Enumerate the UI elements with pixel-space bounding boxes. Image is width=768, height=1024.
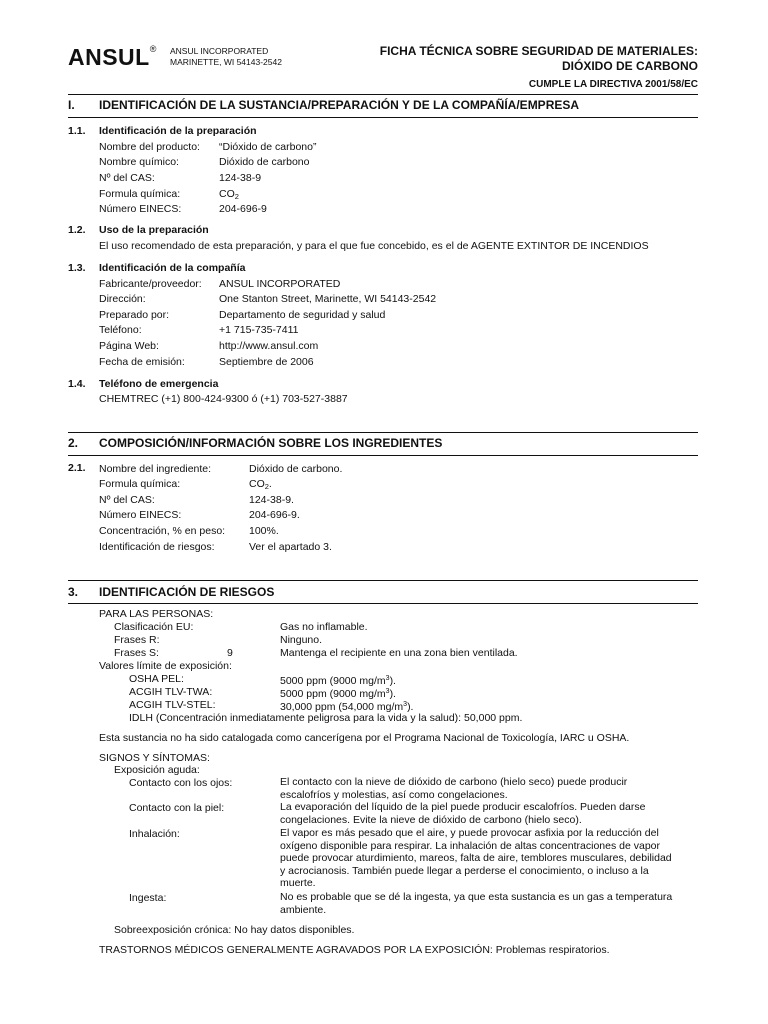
aggravated-conditions: TRASTORNOS MÉDICOS GENERALMENTE AGRAVADOS POR LA EXPOSICIÓN: Problemas respiratorios.: [99, 944, 610, 956]
s-phrases-label: Frases S:: [114, 647, 159, 659]
inhalation-label: Inhalación:: [129, 828, 180, 840]
idlh-line: IDLH (Concentración inmediatamente peligrosa para la vida y la salud): 50,000 ppm.: [129, 712, 523, 724]
section-title: IDENTIFICACIÓN DE RIESGOS: [99, 585, 275, 599]
carcinogen-statement: Esta sustancia no ha sido catalogada como cancerígena por el Programa Nacional de Toxicología, IARC u OSHA.: [99, 732, 630, 744]
formula-subscript: 2: [234, 192, 239, 201]
field-label: Fecha de emisión:: [99, 356, 185, 368]
website-link[interactable]: http://www.ansul.com: [219, 340, 319, 352]
s-phrases-value: Mantenga el recipiente en una zona bien ventilada.: [280, 647, 518, 659]
acgih-stel-label: ACGIH TLV-STEL:: [129, 699, 216, 711]
skin-contact-label: Contacto con la piel:: [129, 802, 225, 814]
inhalation-text: [280, 827, 672, 890]
osha-pel-label: OSHA PEL:: [129, 673, 184, 685]
subsection-1-3-heading: [68, 262, 245, 274]
chronic-overexposure: Sobreexposición crónica: No hay datos disponibles.: [114, 924, 355, 936]
acute-exposure-heading: Exposición aguda:: [114, 764, 200, 776]
subsection-number: 1.2.: [68, 224, 86, 236]
r-phrases-label: Frases R:: [114, 634, 160, 646]
divider: [68, 603, 698, 604]
field-label: Número EINECS:: [99, 509, 182, 521]
limit-text: 5000 ppm (9000 mg/m: [280, 688, 386, 700]
field-value: Dióxido de carbono.: [249, 463, 343, 475]
field-label: Número EINECS:: [99, 203, 182, 215]
section-3-heading: [68, 585, 274, 599]
subsection-number: 2.1.: [68, 462, 86, 474]
field-label: Nombre del ingrediente:: [99, 463, 212, 475]
field-value: Septiembre de 2006: [219, 356, 314, 368]
formula-text: CO: [219, 188, 235, 200]
field-label: Fabricante/proveedor:: [99, 278, 202, 290]
section-number: I.: [68, 98, 75, 112]
section-number: 2.: [68, 436, 79, 450]
text-line: El contacto con la nieve de dióxido de carbono (hielo seco) puede producir: [280, 776, 628, 788]
limit-text: 5000 ppm (9000 mg/m: [280, 675, 386, 687]
subsection-number: 1.1.: [68, 125, 86, 137]
exposure-limits-heading: Valores límite de exposición:: [99, 660, 232, 672]
eye-contact-label: Contacto con los ojos:: [129, 777, 233, 789]
s-phrases-number: 9: [227, 647, 233, 659]
field-value: Dióxido de carbono: [219, 156, 310, 168]
eu-classification-label: Clasificación EU:: [114, 621, 194, 633]
subsection-2-1-number: [68, 462, 99, 474]
subsection-1-4-heading: [68, 378, 218, 390]
unit-superscript: 3: [403, 701, 408, 708]
field-value: 124-38-9: [219, 172, 262, 184]
field-value: 204-696-9: [219, 203, 267, 215]
document-title: [380, 44, 698, 93]
logo-text: ANSUL: [68, 44, 150, 70]
company-address: [170, 46, 282, 68]
skin-contact-text: [280, 801, 645, 826]
section-number: 3.: [68, 585, 79, 599]
field-value: “Dióxido de carbono”: [219, 141, 317, 153]
formula-subscript: 2: [264, 482, 269, 491]
ingestion-label: Ingesta:: [129, 892, 167, 904]
unit-superscript: 3: [385, 688, 390, 695]
field-value: 204-696-9.: [249, 509, 300, 521]
divider: [68, 580, 698, 581]
field-value: 124-38-9.: [249, 494, 294, 506]
field-value: [249, 477, 272, 494]
subsection-title: Uso de la preparación: [99, 224, 209, 236]
company-logo: [68, 44, 157, 71]
field-value: One Stanton Street, Marinette, WI 54143-2542: [219, 293, 437, 305]
field-label: Concentración, % en peso:: [99, 525, 226, 537]
text-line: El vapor es más pesado que el aire, y puede provocar asfixia por la reducción del: [280, 827, 659, 839]
section-2-heading: [68, 436, 442, 450]
field-value: Departamento de seguridad y salud: [219, 309, 386, 321]
company-name: ANSUL INCORPORATED: [170, 46, 269, 56]
field-label: Nº del CAS:: [99, 172, 155, 184]
section-title: COMPOSICIÓN/INFORMACIÓN SOBRE LOS INGREDIENTES: [99, 436, 443, 450]
formula-suffix: .: [268, 478, 272, 490]
subsection-number: 1.3.: [68, 262, 86, 274]
field-label: Dirección:: [99, 293, 146, 305]
title-line-1: FICHA TÉCNICA SOBRE SEGURIDAD DE MATERIALES:: [379, 44, 698, 58]
r-phrases-value: Ninguno.: [280, 634, 323, 646]
people-heading: PARA LAS PERSONAS:: [99, 608, 214, 620]
field-label: Formula química:: [99, 188, 181, 200]
ingestion-text: [280, 891, 672, 916]
company-city: MARINETTE, WI 54143-2542: [170, 57, 282, 67]
divider: [68, 117, 698, 118]
section-title: IDENTIFICACIÓN DE LA SUSTANCIA/PREPARACIÓN Y DE LA COMPAÑÍA/EMPRESA: [99, 98, 580, 112]
text-line: y acrocianosis. También puede llegar a perderse el conocimiento, o incluso a la: [280, 864, 649, 877]
signs-symptoms-heading: SIGNOS Y SÍNTOMAS:: [99, 752, 210, 764]
unit-superscript: 3: [385, 675, 390, 682]
field-label: Nombre químico:: [99, 156, 179, 168]
acgih-twa-label: ACGIH TLV-TWA:: [129, 686, 213, 698]
subsection-title: Identificación de la preparación: [99, 125, 257, 137]
registered-mark: ®: [149, 44, 157, 55]
text-line: puede provocar aturdimiento, mareos, falta de aire, temblores musculares, debilidad: [280, 852, 672, 864]
text-line: escalofríos y molestias, así como congelaciones.: [280, 788, 508, 801]
divider: [68, 432, 698, 433]
text-line: congelaciones. Evite la nieve de dióxido de carbono (hielo seco).: [280, 813, 582, 826]
formula-text: CO: [249, 478, 265, 490]
subsection-1-2-heading: [68, 224, 209, 236]
field-value: Ver el apartado 3.: [249, 541, 332, 553]
text-line: oxígeno disponible para respirar. La inhalación de altas concentraciones de vapor: [280, 839, 660, 852]
divider: [68, 94, 698, 95]
subsection-title: Identificación de la compañía: [99, 262, 246, 274]
section-1-heading: [68, 98, 579, 112]
title-line-2: DIÓXIDO DE CARBONO: [561, 59, 698, 73]
eu-classification-value: Gas no inflamable.: [280, 621, 368, 633]
emergency-phone: CHEMTREC (+1) 800-424-9300 ó (+1) 703-527-3887: [99, 393, 348, 405]
field-label: Formula química:: [99, 478, 181, 490]
limit-text: 30,000 ppm (54,000 mg/m: [280, 701, 404, 713]
text-line: muerte.: [280, 877, 316, 889]
field-value: ANSUL INCORPORATED: [219, 278, 341, 290]
field-value: +1 715-735-7411: [219, 324, 299, 336]
limit-suffix: ).: [407, 701, 414, 713]
field-label: Página Web:: [99, 340, 159, 352]
field-label: Teléfono:: [99, 324, 142, 336]
divider: [68, 455, 698, 456]
field-label: Nº del CAS:: [99, 494, 155, 506]
field-label: Preparado por:: [99, 309, 170, 321]
text-line: ambiente.: [280, 903, 327, 916]
subsection-1-1-heading: [68, 125, 257, 137]
text-line: La evaporación del líquido de la piel puede producir escalofríos. Pueden darse: [280, 801, 646, 813]
limit-suffix: ).: [389, 675, 396, 687]
text-line: No es probable que se dé la ingesta, ya que esta sustancia es un gas a temperatura: [280, 891, 673, 903]
eye-contact-text: [280, 776, 627, 801]
field-label: Nombre del producto:: [99, 141, 200, 153]
usage-text: El uso recomendado de esta preparación, y para el que fue concebido, es el de AGENTE EXTINTOR DE INCENDIOS: [99, 240, 649, 252]
field-label: Identificación de riesgos:: [99, 541, 215, 553]
subsection-title: Teléfono de emergencia: [99, 378, 219, 390]
field-value: 100%.: [249, 525, 279, 537]
title-line-3: CUMPLE LA DIRECTIVA 2001/58/EC: [528, 79, 698, 90]
limit-suffix: ).: [389, 688, 396, 700]
subsection-number: 1.4.: [68, 378, 86, 390]
